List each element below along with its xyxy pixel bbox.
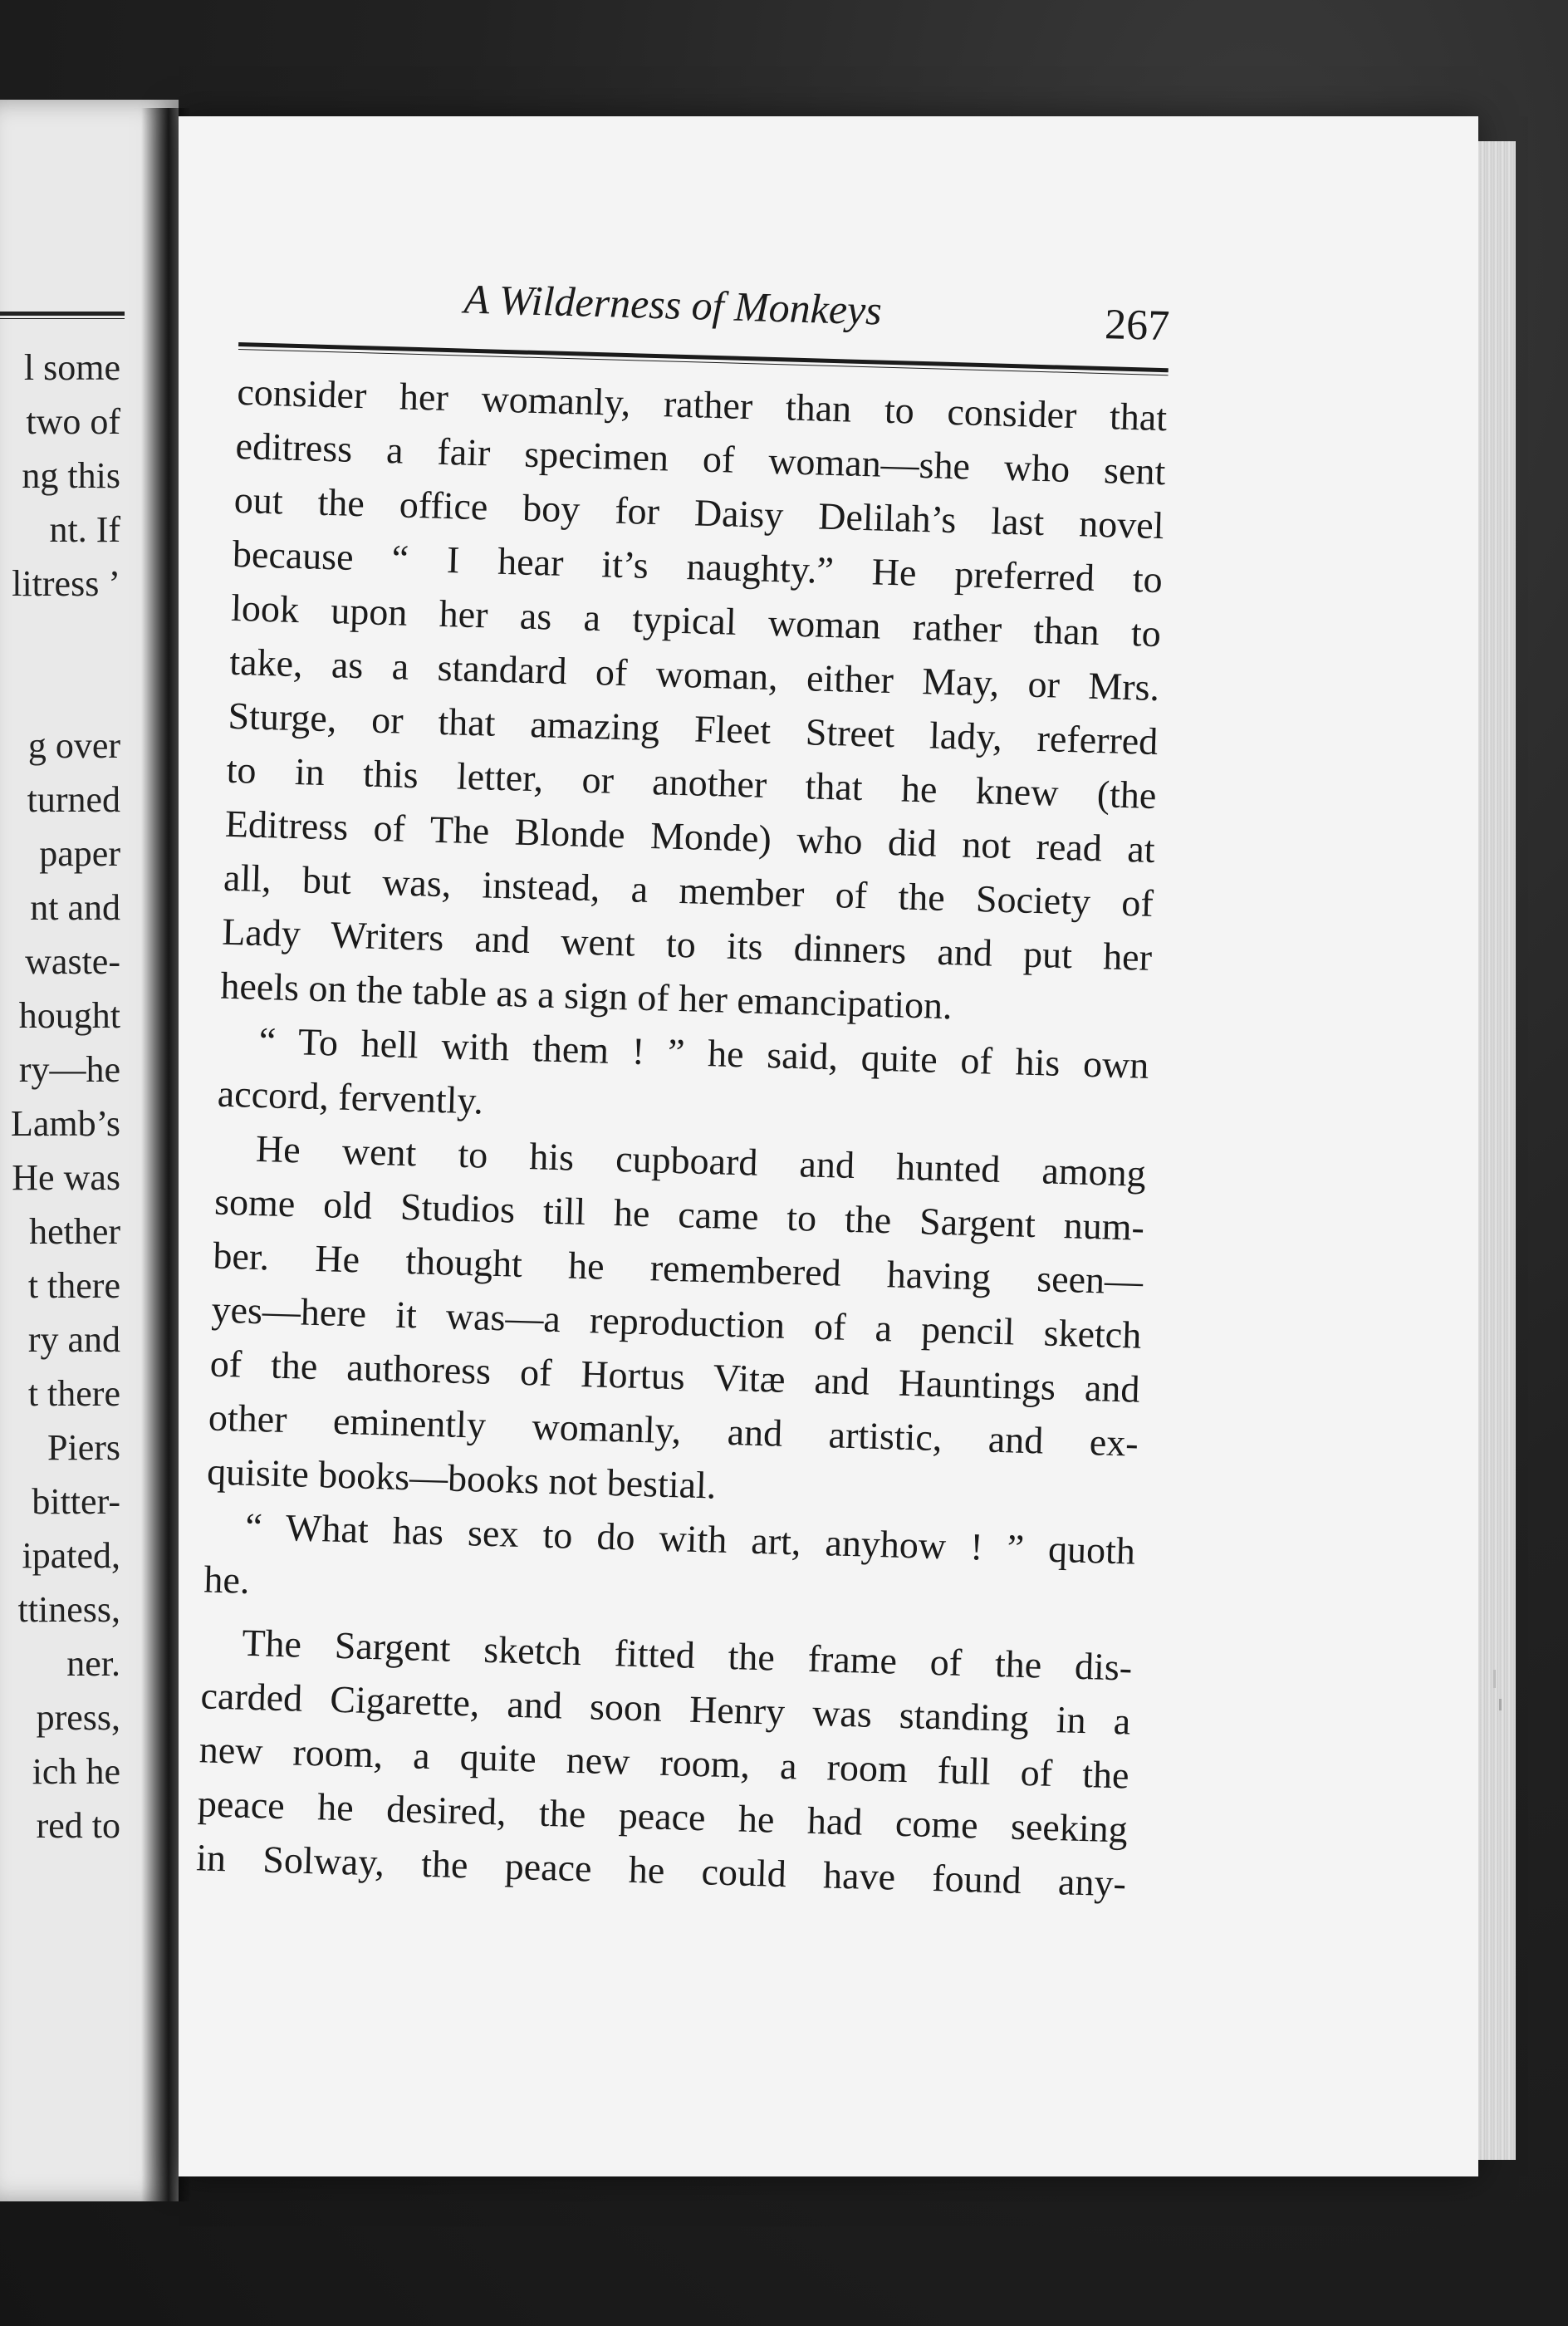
text-line: Lady Writers and went to its dinners and put her: [221, 910, 1153, 979]
text-line: all, but was, instead, a member of the Society of: [223, 856, 1154, 925]
running-title: A Wilderness of Monkeys: [463, 275, 883, 334]
facing-line: ng this: [22, 455, 120, 496]
facing-line: ner.: [66, 1643, 120, 1684]
facing-line: Lamb’s: [11, 1103, 120, 1144]
facing-line: ipated,: [22, 1535, 120, 1576]
text-line: look upon her as a typical woman rather than to: [230, 586, 1162, 655]
facing-line: [0, 665, 120, 719]
facing-line: ttiness,: [17, 1589, 120, 1630]
facing-line: g over: [27, 725, 120, 766]
text-line: He went to his cupboard and hunted among: [255, 1126, 1147, 1195]
page-edges: [1478, 141, 1516, 2160]
text-line: yes—here it was—a reproduction of a pencil sketch: [210, 1288, 1142, 1357]
text-line: quisite books—books not bestial.: [206, 1450, 718, 1507]
page-number: 267: [1104, 301, 1170, 351]
body-text: [195, 365, 1168, 1911]
text-line: some old Studios till he came to the Sargent num-: [213, 1180, 1145, 1249]
text-line: peace he desired, the peace he had come seeking: [197, 1782, 1129, 1851]
text-line: new room, a quite new room, a room full of the: [198, 1728, 1130, 1797]
facing-line: litress ’: [12, 563, 120, 604]
text-line: editress a fair specimen of woman—she who sent: [235, 424, 1167, 493]
facing-line: ry—he: [18, 1049, 120, 1090]
text-line: accord, fervently.: [217, 1072, 484, 1122]
facing-line: t there: [27, 1265, 120, 1306]
text-line: in Solway, the peace he could have found any-: [195, 1836, 1127, 1905]
text-line: heels on the table as a sign of her emancipation.: [219, 964, 953, 1028]
page-text-block: [195, 259, 1170, 1911]
facing-page-head-rule: [0, 312, 125, 319]
text-line: The Sargent sketch fitted the frame of the dis-: [241, 1621, 1133, 1689]
facing-line: ry and: [27, 1319, 120, 1360]
facing-line: t there: [27, 1373, 120, 1414]
text-line: ber. He thought he remembered having seen—: [212, 1234, 1144, 1303]
facing-line: l some: [23, 347, 120, 388]
facing-line: waste-: [25, 941, 120, 982]
facing-line: hought: [18, 995, 120, 1036]
facing-line: press,: [36, 1697, 120, 1738]
dust-speck: [1499, 1699, 1502, 1710]
text-line: to in this letter, or another that he knew (the: [226, 748, 1158, 817]
text-line: consider her womanly, rather than to consider that: [236, 370, 1168, 439]
facing-line: nt and: [30, 887, 120, 928]
text-line: Sturge, or that amazing Fleet Street lady, referred: [227, 694, 1159, 763]
facing-line: He was: [12, 1157, 120, 1198]
facing-line: bitter-: [32, 1481, 120, 1522]
facing-line: paper: [39, 833, 120, 874]
facing-page-text: [0, 341, 120, 1852]
facing-line: red to: [36, 1805, 120, 1846]
text-line: carded Cigarette, and soon Henry was standing in a: [199, 1674, 1131, 1743]
text-line: he.: [203, 1558, 251, 1602]
facing-line: turned: [27, 779, 120, 820]
facing-line: hether: [29, 1211, 120, 1252]
text-line: out the office boy for Daisy Delilah’s last novel: [233, 478, 1165, 547]
facing-line: nt. If: [49, 509, 120, 550]
facing-line: ich he: [32, 1751, 120, 1792]
text-line: because “ I hear it’s naughty.” He preferred to: [232, 532, 1164, 601]
facing-line: two of: [26, 401, 120, 442]
text-line: of the authoress of Hortus Vitæ and Hauntings and: [209, 1342, 1141, 1411]
facing-line: [0, 611, 120, 665]
text-line: take, as a standard of woman, either May, or Mrs.: [228, 640, 1160, 709]
dust-speck: [1493, 1670, 1496, 1688]
text-line: “ What has sex to do with art, anyhow ! ” quoth: [244, 1504, 1136, 1573]
text-line: other eminently womanly, and artistic, and ex-: [208, 1396, 1139, 1465]
facing-line: Piers: [47, 1427, 120, 1468]
text-line: “ To hell with them ! ” he said, quite of his own: [258, 1018, 1150, 1087]
text-line: Editress of The Blonde Monde) who did not read at: [224, 802, 1156, 871]
